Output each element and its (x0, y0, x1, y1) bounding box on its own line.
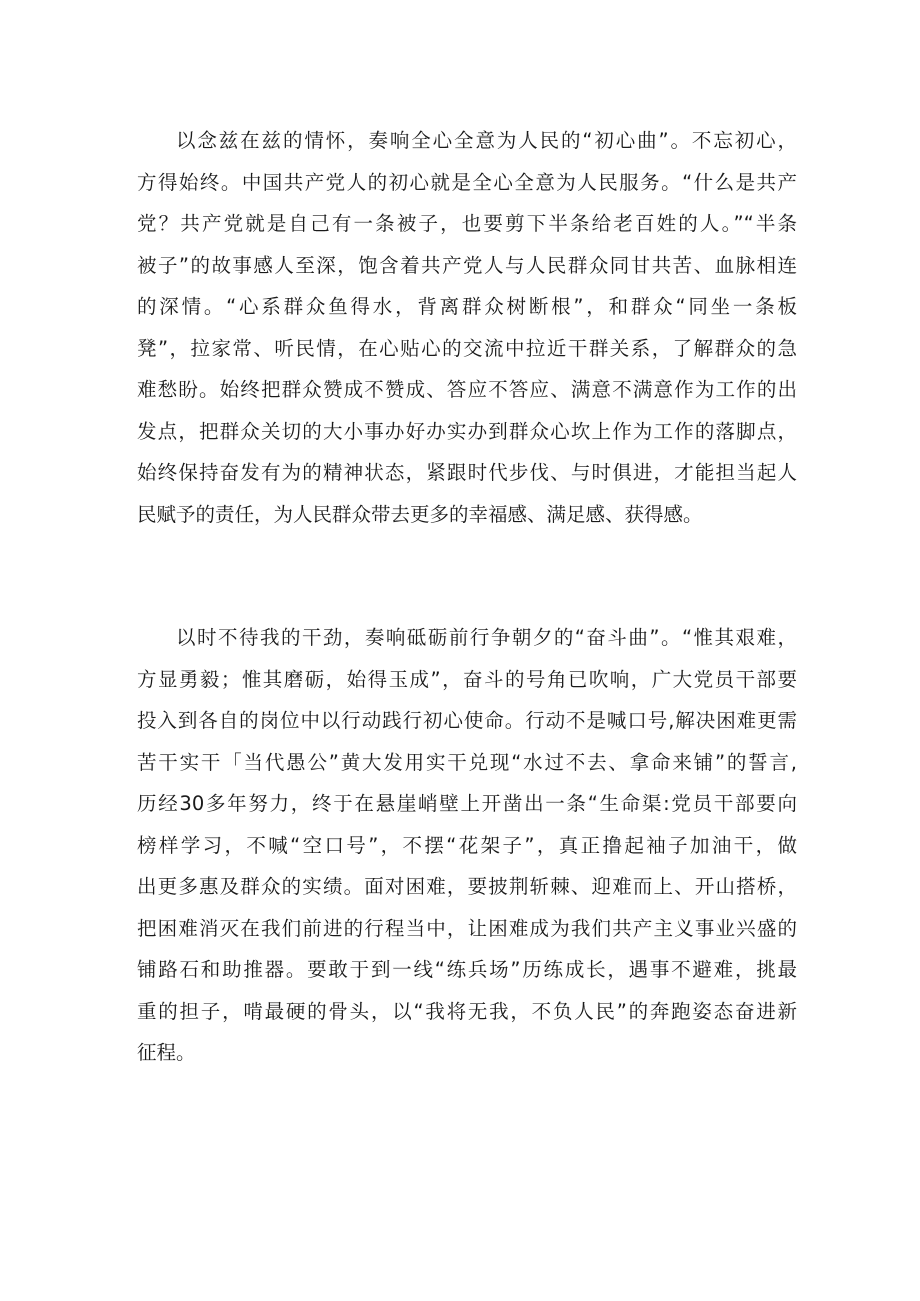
paragraph-2-line-10: 重的担子，啃最硬的骨头，以“我将无我，不负人民”的奔跑姿态奋进新 (137, 999, 797, 1023)
paragraph-1-line-1: 以念兹在兹的情怀，奏响全心全意为人民的“初心曲”。不忘初心， (176, 129, 797, 152)
paragraph-1-line-10: 民赋予的责任，为人民群众带去更多的幸福感、满足感、获得感。 (137, 502, 703, 526)
paragraph-1 (137, 120, 797, 535)
paragraph-1-line-9: 始终保持奋发有为的精神状态，紧跟时代步伐、与时俱进，才能担当起人 (137, 461, 797, 484)
paragraph-2-line-7: 出更多惠及群众的实绩。面对困难，要披荆斩棘、迎难而上、开山搭桥， (137, 875, 797, 898)
paragraph-2-line-1: 以时不待我的干劲，奏响砥砺前行争朝夕的“奋斗曲”。“惟其艰难， (176, 626, 797, 649)
paragraph-2-line-9: 铺路石和助推器。要敢于到一线“练兵场”历练成长，遇事不避难，挑最 (137, 958, 797, 981)
paragraph-1-line-2: 方得始终。中国共产党人的初心就是全心全意为人民服务。“什么是共产 (137, 170, 797, 194)
paragraph-2-line-3: 投入到各自的岗位中以行动践行初心使命。行动不是喊口号,解决困难更需 (137, 709, 797, 732)
paragraph-2-line-6: 榜样学习，不喊“空口号”，不摆“花架子”，真正撸起袖子加油干，做 (137, 833, 797, 857)
paragraph-2-line-5: 历经30多年努力，终于在悬崖峭壁上开凿出一条“生命渠:党员干部要向 (137, 792, 797, 815)
paragraph-2-line-4: 苦干实干「当代愚公”黄大发用实干兑现“水过不去、拿命来铺”的誓言, (137, 750, 797, 774)
paragraph-1-line-4: 被子”的故事感人至深，饱含着共产党人与人民群众同甘共苦、血脉相连 (137, 253, 797, 277)
paragraph-1-line-5: 的深情。“心系群众鱼得水，背离群众树断根”，和群众“同坐一条板 (137, 295, 797, 318)
paragraph-1-line-3: 党？共产党就是自己有一条被子，也要剪下半条给老百姓的人。”“半条 (137, 212, 797, 235)
paragraph-2-line-2: 方显勇毅；惟其磨砺，始得玉成”，奋斗的号角已吹响，广大党员干部要 (137, 667, 797, 691)
paragraph-2-line-11: 征程。 (137, 1041, 196, 1064)
paragraph-2-line-8: 把困难消灭在我们前进的行程当中，让困难成为我们共产主义事业兴盛的 (137, 916, 797, 940)
paragraph-1-line-6: 凳”，拉家常、听民情，在心贴心的交流中拉近干群关系，了解群众的急 (137, 336, 797, 360)
paragraph-1-line-8: 发点，把群众关切的大小事办好办实办到群众心坎上作为工作的落脚点， (137, 419, 797, 443)
paragraph-2 (137, 617, 797, 1074)
paragraph-1-line-7: 难愁盼。始终把群众赞成不赞成、答应不答应、满意不满意作为工作的出 (137, 378, 797, 401)
